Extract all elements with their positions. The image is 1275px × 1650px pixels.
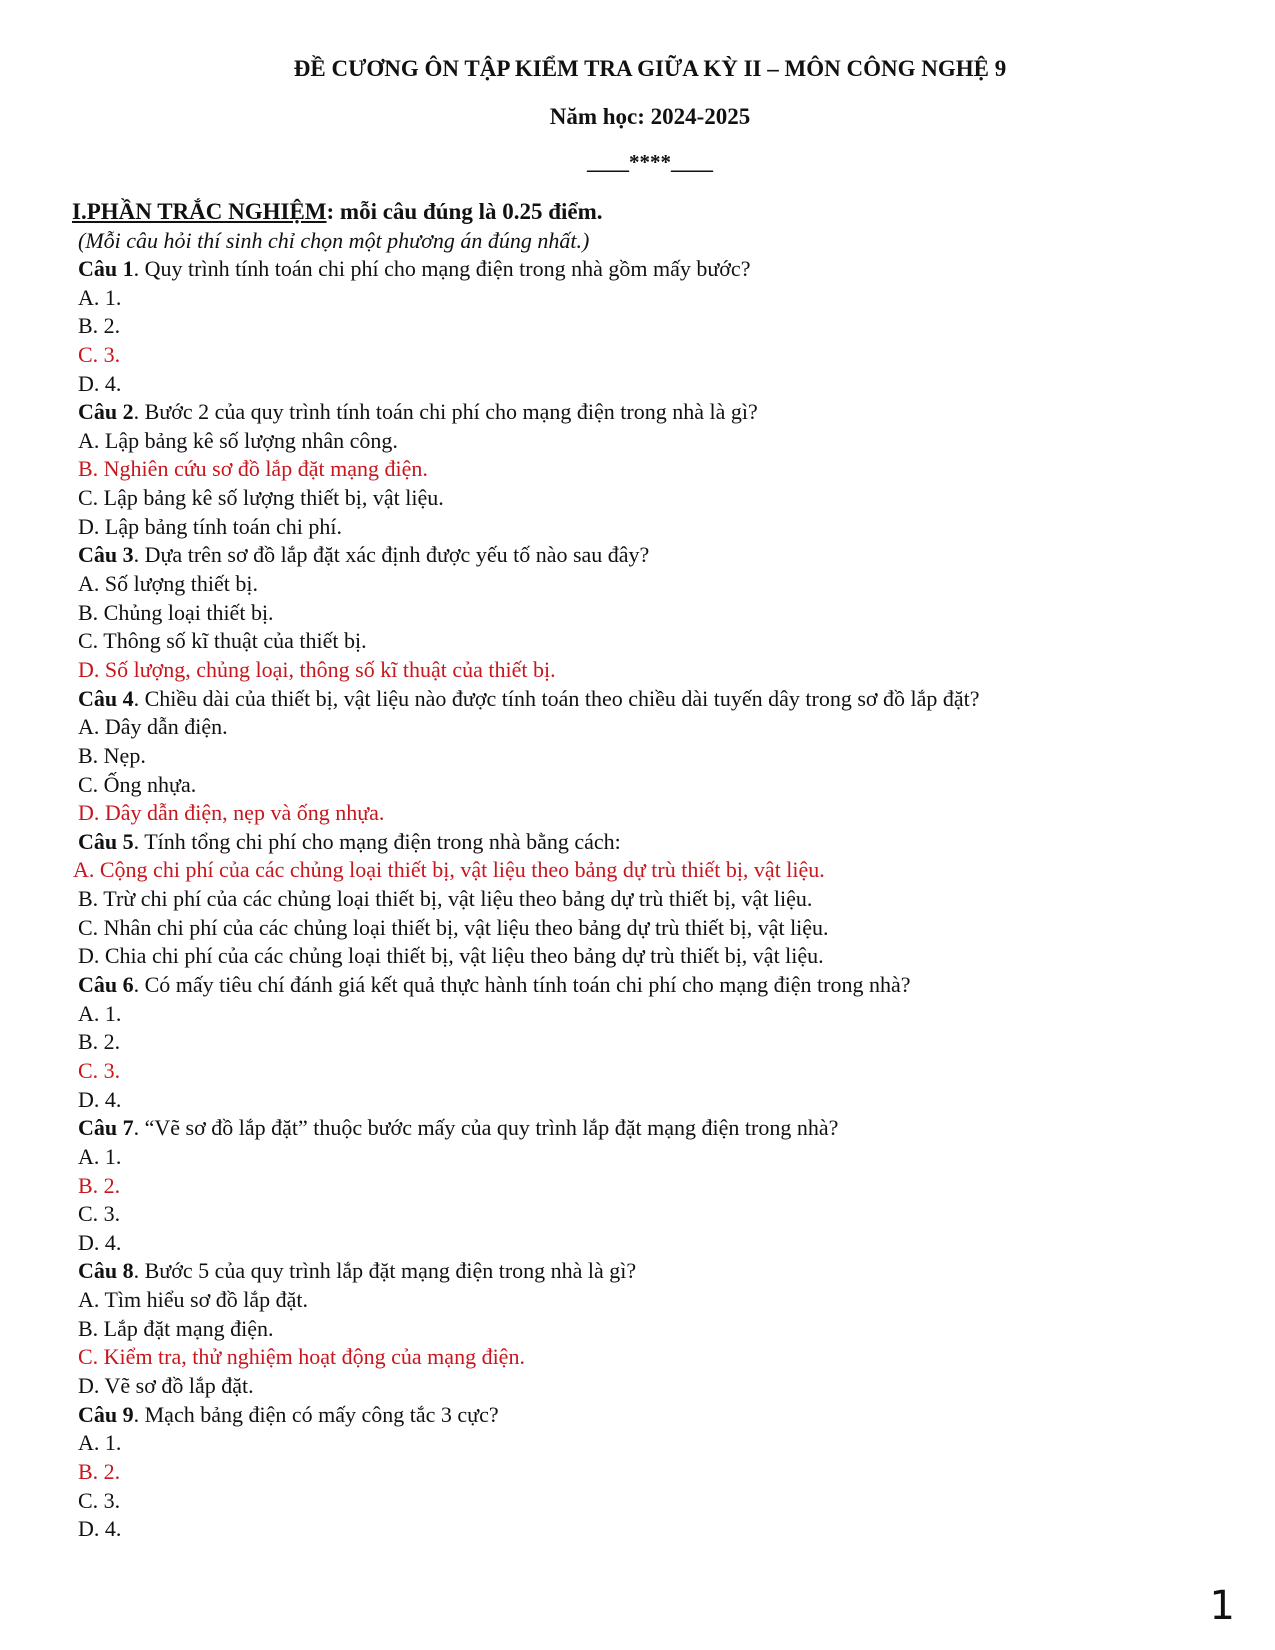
answer-option: D. 4. (78, 1516, 122, 1542)
answer-option: B. 2. (78, 1029, 121, 1055)
question-number: Câu 4 (78, 685, 134, 711)
question-number: Câu 8 (78, 1258, 134, 1284)
question-text: . Quy trình tính toán chi phí cho mạng điện trong nhà gồm mấy bước? (133, 256, 751, 281)
answer-option: B. Nẹp. (78, 742, 146, 768)
school-year: Năm học: 2024-2025 (549, 104, 751, 129)
correct-answer-option: A. Cộng chi phí của các chủng loại thiết bị, vật liệu theo bảng dự trù thiết bị, vật liệu. (73, 857, 825, 883)
answer-option: C. Thông số kĩ thuật của thiết bị. (78, 628, 367, 654)
question-number: Câu 2 (78, 399, 134, 425)
section-heading-label: I.PHẦN TRẮC NGHIỆM (72, 199, 327, 224)
answer-option: A. 1. (78, 284, 122, 310)
page-number: 1 (1209, 1583, 1235, 1629)
answer-option: B. Trừ chi phí của các chủng loại thiết bị, vật liệu theo bảng dự trù thiết bị, vật liệu. (78, 886, 813, 912)
answer-option: A. Lập bảng kê số lượng nhân công. (78, 427, 398, 453)
question (78, 1401, 1228, 1430)
correct-answer-option: B. Nghiên cứu sơ đồ lắp đặt mạng điện. (78, 456, 428, 482)
question-text: . Có mấy tiêu chí đánh giá kết quả thực hành tính toán chi phí cho mạng điện trong nhà? (133, 972, 911, 998)
answer-option: C. Ống nhựa. (78, 771, 197, 797)
question-text: . Chiều dài của thiết bị, vật liệu nào được tính toán theo chiều dài tuyến dây trong sơ đồ lắp đặt? (133, 685, 980, 711)
question-number: Câu 1 (78, 256, 134, 281)
question-number: Câu 5 (78, 828, 134, 854)
correct-answer-option: B. 2. (78, 1458, 121, 1484)
correct-answer-option: B. 2. (78, 1172, 121, 1198)
answer-option: B. 2. (78, 313, 121, 339)
correct-answer-option: C. Kiểm tra, thử nghiệm hoạt động của mạng điện. (78, 1344, 525, 1370)
question-text: . Bước 5 của quy trình lắp đặt mạng điện trong nhà là gì? (133, 1258, 637, 1284)
separator: ____****____ (587, 150, 713, 174)
answer-option: A. Số lượng thiết bị. (78, 571, 259, 597)
answer-option: C. 3. (78, 1487, 121, 1513)
answer-option: B. Chủng loại thiết bị. (78, 599, 274, 625)
answer-option: A. 1. (78, 1430, 122, 1456)
answer-option: B. Lắp đặt mạng điện. (78, 1315, 274, 1341)
question-text: . Bước 2 của quy trình tính toán chi phí cho mạng điện trong nhà là gì? (133, 399, 758, 425)
answer-option: D. 4. (78, 1086, 122, 1112)
section-heading (72, 196, 603, 228)
question (78, 541, 1228, 570)
question (78, 398, 1228, 427)
answer-option: D. Chia chi phí của các chủng loại thiết bị, vật liệu theo bảng dự trù thiết bị, vật liệu. (78, 943, 824, 969)
question-number: Câu 9 (78, 1401, 134, 1427)
question (78, 685, 1228, 714)
answer-option: D. 4. (78, 1229, 122, 1255)
answer-option: C. 3. (78, 1201, 121, 1227)
answer-option: D. 4. (78, 370, 122, 396)
answer-option: D. Vẽ sơ đồ lắp đặt. (78, 1372, 254, 1398)
answer-option: D. Lập bảng tính toán chi phí. (78, 513, 342, 539)
question-text: . Dựa trên sơ đồ lắp đặt xác định được yếu tố nào sau đây? (133, 542, 650, 568)
section-heading-suffix: : mỗi câu đúng là 0.25 điểm. (326, 199, 603, 224)
question-list (73, 255, 1228, 1544)
document-title: ĐỀ CƯƠNG ÔN TẬP KIỂM TRA GIỮA KỲ II – MÔN CÔNG NGHỆ 9 (293, 56, 1007, 81)
question (78, 255, 1228, 284)
question (78, 971, 1228, 1000)
answer-option: C. Nhân chi phí của các chủng loại thiết bị, vật liệu theo bảng dự trù thiết bị, vật liệu. (78, 914, 829, 940)
question (78, 1114, 1228, 1143)
question-text: . “Vẽ sơ đồ lắp đặt” thuộc bước mấy của quy trình lắp đặt mạng điện trong nhà? (133, 1115, 839, 1141)
correct-answer-option: D. Dây dẫn điện, nẹp và ống nhựa. (78, 800, 385, 826)
answer-option: A. 1. (78, 1000, 122, 1026)
answer-option: A. 1. (78, 1143, 122, 1169)
answer-option: C. Lập bảng kê số lượng thiết bị, vật liệu. (78, 485, 444, 511)
correct-answer-option: C. 3. (78, 341, 121, 367)
question (78, 828, 1228, 857)
answer-option: A. Dây dẫn điện. (78, 714, 228, 740)
question (78, 1257, 1228, 1286)
answer-option: A. Tìm hiểu sơ đồ lắp đặt. (78, 1287, 308, 1313)
question-number: Câu 6 (78, 972, 134, 998)
question-number: Câu 3 (78, 542, 134, 568)
question-number: Câu 7 (78, 1115, 134, 1141)
correct-answer-option: D. Số lượng, chủng loại, thông số kĩ thuật của thiết bị. (78, 656, 556, 682)
correct-answer-option: C. 3. (78, 1057, 121, 1083)
question-text: . Mạch bảng điện có mấy công tắc 3 cực? (133, 1401, 499, 1427)
question-text: . Tính tổng chi phí cho mạng điện trong nhà bằng cách: (133, 828, 621, 854)
section-note: (Mỗi câu hỏi thí sinh chỉ chọn một phương án đúng nhất.) (78, 228, 590, 253)
